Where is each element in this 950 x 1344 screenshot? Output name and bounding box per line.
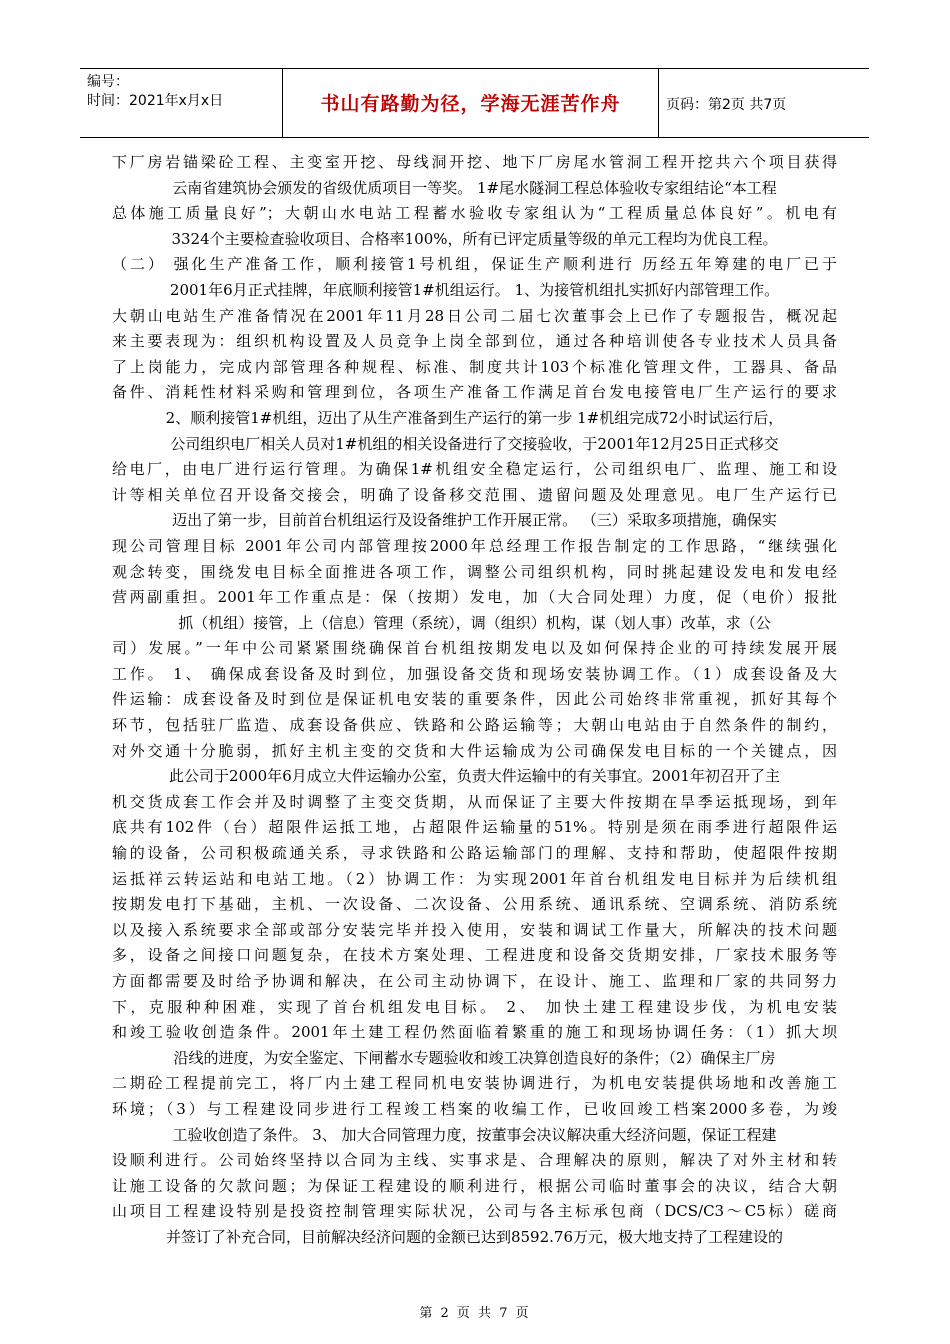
text-line: 件运输：成套设备及时到位是保证机电安装的重要条件，因此公司始终非常重视，抓好其每个 xyxy=(112,690,837,709)
text-line: 现公司管理目标 2001年公司内部管理按2000年总经理工作报告制定的工作思路，“继续强化 xyxy=(112,536,837,555)
text-line: 观念转变，围绕发电目标全面推进各项工作，调整公司组织机构，同时挑起建设发电和发电经 xyxy=(112,562,837,581)
text-line: 抓（机组）接管，上（信息）管理（系统），调（组织）机构，谋（划人事）改革，求（公 xyxy=(178,613,771,632)
text-line: 计等相关单位召开设备交接会，明确了设备移交范围、遗留问题及处理意见。电厂生产运行已 xyxy=(112,485,837,504)
text-line: 了上岗能力，完成内部管理各种规程、标准、制度共计103个标准化管理文件，工器具、备品 xyxy=(112,357,837,376)
text-line: 让施工设备的欠款问题；为保证工程建设的顺利进行，根据公司临时董事会的决议，结合大朝 xyxy=(112,1176,837,1195)
text-line: 和竣工验收创造条件。2001年土建工程仍然面临着繁重的施工和现场协调任务：（1）抓大坝 xyxy=(112,1023,837,1042)
text-line: 设顺利进行。公司始终坚持以合同为主线、实事求是、合理解决的原则，解决了对外主材和转 xyxy=(112,1151,837,1170)
text-line: 营两副重担。2001年工作重点是：保（按期）发电，加（大合同处理）力度，促（电价）报批 xyxy=(112,588,837,607)
body-text xyxy=(112,150,837,1251)
header-divider xyxy=(658,69,659,137)
page-info: 页码：第2页 共7页 xyxy=(666,97,787,113)
text-line: 下，克服种种困难，实现了首台机组发电目标。 2、 加快土建工程建设步伐，为机电安装 xyxy=(112,997,837,1016)
text-line: 输的设备，公司积极疏通关系，寻求铁路和公路运输部门的理解、支持和帮助，使超限件按期 xyxy=(112,844,837,863)
text-line: 运抵祥云转运站和电站工地。（2）协调工作：为实现2001年首台机组发电目标并为后续机组 xyxy=(112,869,837,888)
text-line: 总体施工质量良好”；大朝山水电站工程蓄水验收专家组认为“工程质量总体良好”。机电有 xyxy=(112,204,837,223)
text-line: 公司组织电厂相关人员对1#机组的相关设备进行了交接验收，于2001年12月25日正式移交 xyxy=(170,434,779,453)
header-meta xyxy=(87,73,281,111)
text-line: 山项目工程建设特别是投资控制管理实际状况，公司与各主标承包商（DCS/C3～C5标）磋商 xyxy=(112,1202,837,1221)
text-line: （二） 强化生产准备工作，顺利接管1号机组，保证生产顺利进行 历经五年筹建的电厂已于 xyxy=(112,255,837,274)
text-line: 大朝山电站生产准备情况在2001年11月28日公司二届七次董事会上已作了专题报告，概况起 xyxy=(112,306,837,325)
text-line: 下厂房岩锚梁砼工程、主变室开挖、母线洞开挖、地下厂房尾水管洞工程开挖共六个项目获得 xyxy=(112,153,837,171)
header-table xyxy=(80,68,869,138)
text-line: 按期发电打下基础，主机、一次设备、二次设备、公用系统、通讯系统、空调系统、消防系统 xyxy=(112,895,837,914)
text-line: 沿线的进度，为安全鉴定、下闸蓄水专题验收和竣工决算创造良好的条件；（2）确保主厂房 xyxy=(173,1048,776,1067)
text-line: 机交货成套工作会并及时调整了主变交货期，从而保证了主要大件按期在旱季运抵现场，到年 xyxy=(112,792,837,811)
text-line: 多，设备之间接口问题复杂，在技术方案处理、工程进度和设备交货期安排，厂家技术服务等 xyxy=(112,946,837,965)
text-line: 来主要表现为：组织机构设置及人员竞争上岗全部到位，通过各种培训使各专业技术人员具备 xyxy=(112,332,837,351)
text-line: 底共有102件（台）超限件运抵工地，占超限件运输量的51%。特别是须在雨季进行超限件运 xyxy=(112,818,837,837)
text-line: 并签订了补充合同，目前解决经济问题的金额已达到8592.76万元，极大地支持了工程建设的 xyxy=(165,1227,784,1246)
text-line: 3324个主要检查验收项目、合格率100%，所有已评定质量等级的单元工程均为优良工程。 xyxy=(171,229,778,248)
text-line: 环节，包括驻厂监造、成套设备供应、铁路和公路运输等；大朝山电站由于自然条件的制约， xyxy=(112,716,837,735)
text-line: 给电厂，由电厂进行运行管理。为确保1#机组安全稳定运行，公司组织电厂、监理、施工和设 xyxy=(112,460,837,479)
text-line: 备件、消耗性材料采购和管理到位，各项生产准备工作满足首台发电接管电厂生产运行的要求 xyxy=(112,383,837,402)
date-line: 时间：2021年x月x日 xyxy=(87,93,224,109)
text-line: 迈出了第一步，目前首台机组运行及设备维护工作开展正常。 （三）采取多项措施，确保实 xyxy=(172,511,777,530)
page-footer: 第 2 页 共 7 页 xyxy=(419,1306,531,1321)
text-line: 2、顺利接管1#机组，迈出了从生产准备到生产运行的第一步 1#机组完成72小时试运行后， xyxy=(165,408,784,427)
text-line: 以及接入系统要求全部或部分安装完毕并投入使用，安装和调试工作量大，所解决的技术问题 xyxy=(112,920,837,939)
text-line: 工作。 1、 确保成套设备及时到位，加强设备交货和现场安装协调工作。（1）成套设备及大 xyxy=(112,664,837,683)
text-line: 2001年6月正式挂牌，年底顺利接管1#机组运行。 1、为接管机组扎实抓好内部管理工作。 xyxy=(169,280,780,299)
text-line: 环境；（3）与工程建设同步进行工程竣工档案的收编工作，已收回竣工档案2000多卷，为竣 xyxy=(112,1099,837,1118)
text-line: 此公司于2000年6月成立大件运输办公室，负责大件运输中的有关事宜。2001年初召开了主 xyxy=(169,767,780,786)
text-line: 工验收创造了条件。 3、 加大合同管理力度，按董事会决议解决重大经济问题，保证工程建 xyxy=(172,1125,777,1144)
text-line: 方面都需要及时给予协调和解决，在公司主动协调下，在设计、施工、监理和厂家的共同努力 xyxy=(112,972,837,990)
text-line: 二期砼工程提前完工，将厂内土建工程同机电安装协调进行，为机电安装提供场地和改善施工 xyxy=(112,1074,837,1093)
header-motto: 书山有路勤为径，学海无涯苦作舟 xyxy=(320,93,621,115)
text-line: 对外交通十分脆弱，抓好主机主变的交货和大件运输成为公司确保发电目标的一个关键点，因 xyxy=(112,741,837,760)
text-line: 云南省建筑协会颁发的省级优质项目一等奖。 1#尾水隧洞工程总体验收专家组结论“本工程 xyxy=(172,178,777,197)
text-line: 司）发展。”一年中公司紧紧围绕确保首台机组按期发电以及如何保持企业的可持续发展开展 xyxy=(112,639,837,658)
number-label: 编号： xyxy=(87,74,129,90)
